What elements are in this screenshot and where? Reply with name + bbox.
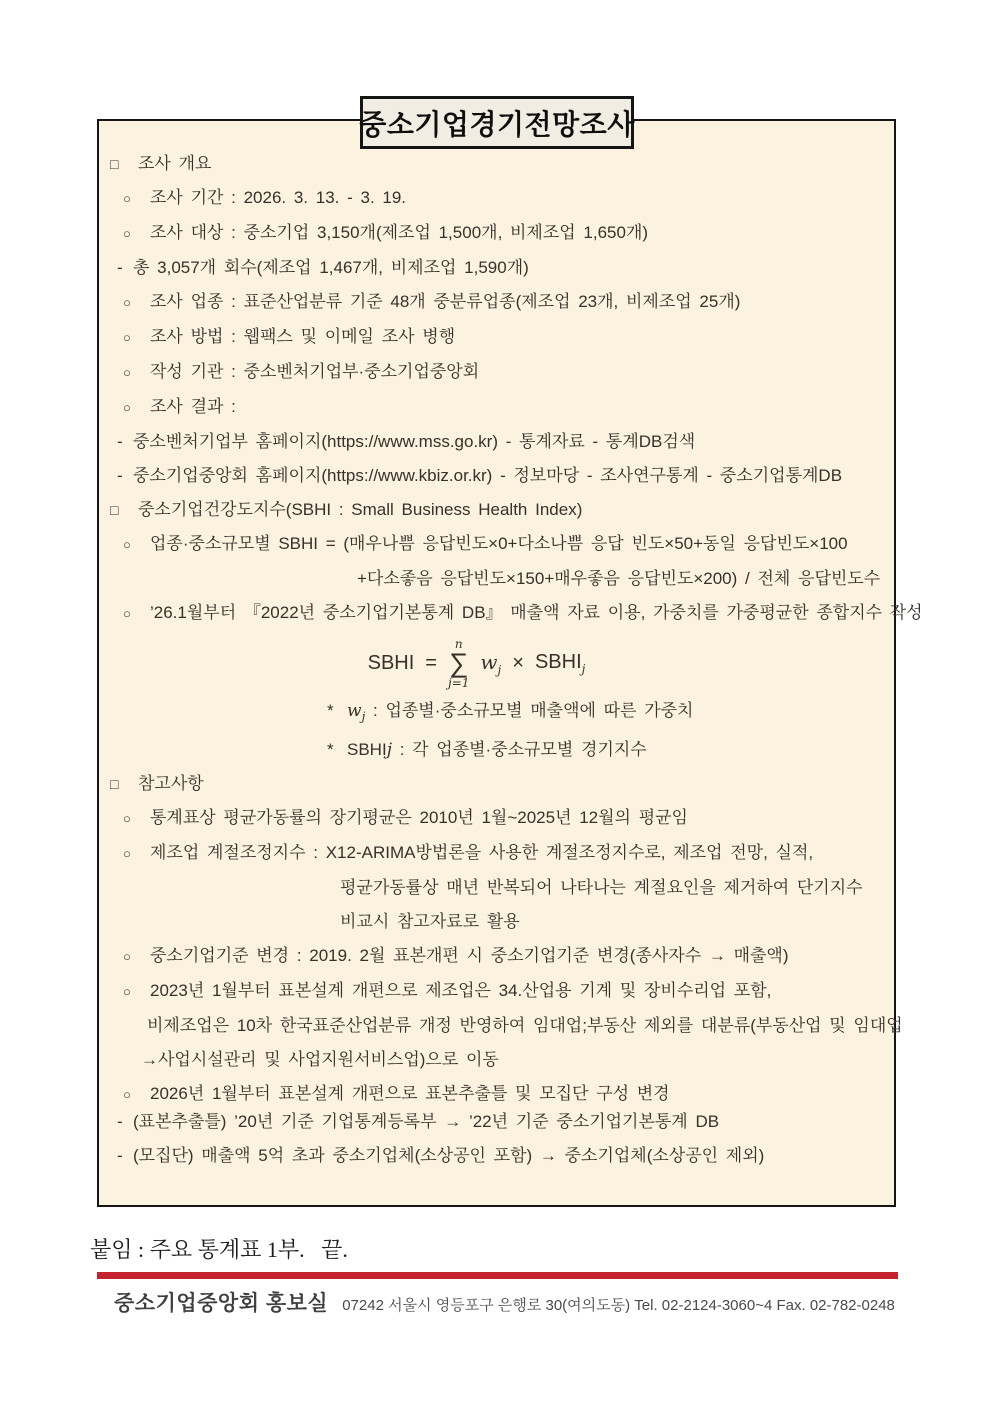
asterisk-marker: * [327,701,334,720]
circle-bullet: ○ [123,537,131,552]
square-bullet: □ [110,156,119,172]
remark-item-text: →사업시설관리 및 사업지원서비스업)으로 이동 [141,1050,499,1070]
overview-item-text: 조사 대상 : 중소기업 3,150개(제조업 1,500개, 비제조업 1,650개) [150,223,649,242]
overview-item-text: 작성 기관 : 중소벤처기업부·중소기업중앙회 [150,362,480,381]
overview-item-text: 조사 결과 : [150,397,236,416]
remark-subitem [99,1146,894,1166]
formula-times: × [512,652,524,674]
overview-item-text: 조사 업종 : 표준산업분류 기준 48개 중분류업종(제조업 23개, 비제조업 25개) [150,292,741,311]
remark-item-continuation [99,1016,903,1036]
overview-item [99,327,894,348]
circle-bullet: ○ [123,191,131,206]
org-name: 중소기업중앙회 홍보실 [114,1292,329,1315]
circle-bullet: ○ [123,295,131,310]
overview-item-text: 총 3,057개 회수(제조업 1,467개, 비제조업 1,590개) [133,258,529,277]
sbhi-item-text: ’26.1월부터 『2022년 중소기업기본통계 DB』 매출액 자료 이용, 가중치를 가중평균한 종합지수 작성 [150,603,923,622]
sbhi-formula [99,638,854,689]
circle-bullet: ○ [123,330,131,345]
section-heading-sbhi [99,500,894,520]
section-heading-remarks [99,774,894,794]
org-address: 07242 서울시 영등포구 은행로 30(여의도동) Tel. 02-2124-3060~4 Fax. 02-782-0248 [342,1297,895,1314]
remark-item [99,981,894,1002]
remark-item-continuation [99,1050,894,1070]
overview-item [99,188,894,209]
sigma-icon: ∑ [449,648,469,678]
section-heading-label: 중소기업건강도지수(SBHI : Small Business Health Index) [138,500,583,519]
circle-bullet: ○ [123,365,131,380]
formula-footnote [99,701,894,726]
square-bullet: □ [110,776,119,793]
formula-weight-term: $w_j$ [480,650,502,677]
sbhi-item [99,603,923,624]
content-box [97,119,923,1207]
circle-bullet: ○ [123,811,131,827]
dash-bullet: - [117,258,123,277]
remark-item-text: 2026년 1월부터 표본설계 개편으로 표본추출틀 및 모집단 구성 변경 [150,1084,670,1104]
footer [114,1287,895,1317]
red-divider [97,1272,898,1279]
dash-bullet: - [117,1112,123,1132]
remark-item-text: 제조업 계절조정지수 : X12-ARIMA방법론을 사용한 계절조정지수로, 제조업 전망, 실적, [150,843,814,863]
section-heading-overview [99,154,894,174]
overview-item-text: 조사 기간 : 2026. 3. 13. - 3. 19. [150,188,407,207]
remark-subitem [99,1112,894,1132]
overview-item [99,292,894,313]
dash-bullet: - [117,1146,123,1166]
remark-item-continuation [99,878,894,898]
remark-item-text: 비교시 참고자료로 활용 [340,912,520,932]
footnote-text: SBHIj : 각 업종별·중소규모별 경기지수 [347,740,647,761]
remark-item-text: 통계표상 평균가동률의 장기평균은 2010년 1월~2025년 12월의 평균임 [150,808,688,828]
formula-equals: = [425,652,437,674]
sbhi-item-text: +다소좋음 응답빈도×150+매우좋음 응답빈도×200) / 전체 응답빈도수 [357,569,881,588]
circle-bullet: ○ [123,949,131,965]
dash-bullet: - [117,432,123,451]
overview-subitem [99,258,894,278]
section-heading-label: 참고사항 [138,774,204,794]
remark-item-continuation [99,912,894,932]
attachment-note: 붙임 : 주요 통계표 1부. 끝. [90,1237,348,1262]
remark-item [99,946,894,967]
square-bullet: □ [110,502,119,518]
section-heading-label: 조사 개요 [138,154,212,173]
summation-symbol [448,638,469,689]
remark-item-text: (표본추출틀) ’20년 기준 기업통계등록부 → ’22년 기준 중소기업기본통계 DB [133,1112,720,1132]
document-title: 중소기업경기전망조사 [359,108,635,140]
remark-item [99,1084,894,1105]
circle-bullet: ○ [123,846,131,862]
summation-lower-limit: j=1 [447,676,470,690]
overview-item-text: 중소기업중앙회 홈페이지(https://www.kbiz.or.kr) - 정보마당 - 조사연구통계 - 중소기업통계DB [133,466,843,485]
circle-bullet: ○ [123,606,131,621]
document-title-box [360,96,634,149]
sbhi-item-continuation [99,569,894,589]
remark-item-text: 중소기업기준 변경 : 2019. 2월 표본개편 시 중소기업기준 변경(종사자수 → 매출액) [150,946,789,966]
formula-rhs-term: $SBHI_j$ [534,651,586,676]
overview-item [99,397,894,418]
remark-item-text: (모집단) 매출액 5억 초과 중소기업체(소상공인 포함) → 중소기업체(소상공인 제외) [133,1146,765,1166]
sbhi-item-text: 업종·중소규모별 SBHI = (매우나쁨 응답빈도×0+다소나쁨 응답 빈도×50+동일 응답빈도×100 [150,534,848,553]
overview-item-text: 조사 방법 : 웹팩스 및 이메일 조사 병행 [150,327,456,346]
remark-item-text: 비제조업은 10차 한국표준산업분류 개정 반영하여 임대업;부동산 제외를 대분류(부동산업 및 임대업 [147,1016,903,1036]
overview-item [99,362,894,383]
overview-item [99,223,894,244]
remark-item-text: 2023년 1월부터 표본설계 개편으로 제조업은 34.산업용 기계 및 장비수리업 포함, [150,981,772,1001]
circle-bullet: ○ [123,1087,131,1103]
overview-item-text: 중소벤처기업부 홈페이지(https://www.mss.go.kr) - 통계자료 - 통계DB검색 [133,432,696,451]
formula-footnote [99,740,894,760]
circle-bullet: ○ [123,226,131,241]
circle-bullet: ○ [123,400,131,415]
remark-item [99,843,894,864]
footnote-text: $w_j$ : 업종별·중소규모별 매출액에 따른 가중치 [347,701,694,724]
overview-subitem [99,432,894,452]
circle-bullet: ○ [123,984,131,1000]
summation-upper-limit: n [454,637,463,651]
formula-lhs: SBHI [367,652,415,674]
dash-bullet: - [117,466,123,485]
sbhi-item [99,534,894,555]
remark-item [99,808,894,829]
overview-subitem [99,466,894,486]
remark-item-text: 평균가동률상 매년 반복되어 나타나는 계절요인을 제거하여 단기지수 [340,878,863,898]
asterisk-marker: * [327,740,334,760]
